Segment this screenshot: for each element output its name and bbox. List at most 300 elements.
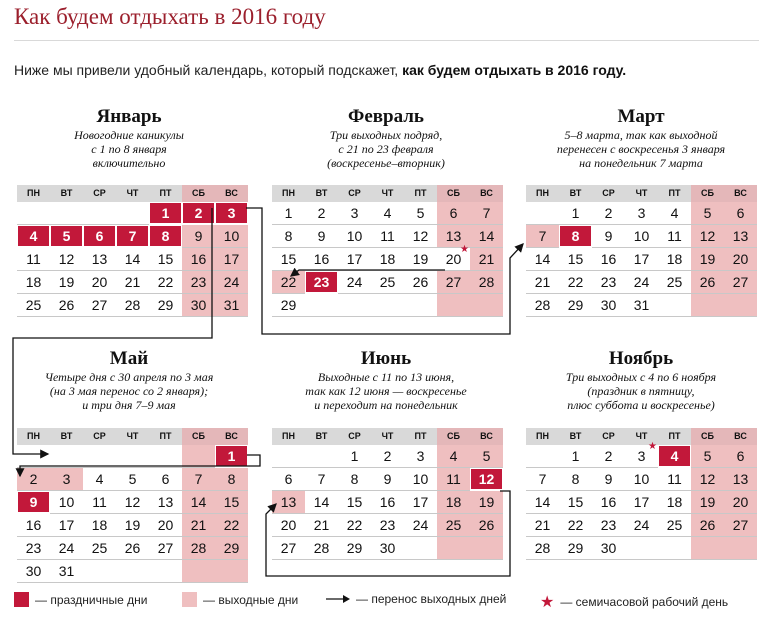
day-cell [625, 537, 658, 560]
day-cell [658, 294, 691, 317]
day-number: 29 [157, 297, 174, 313]
month-note [270, 128, 502, 170]
weekend-day-cell [437, 202, 470, 225]
legend-label: — праздничные дни [35, 592, 148, 607]
weekend-day-cell [470, 202, 503, 225]
day-cell [404, 294, 437, 317]
weekday-header: ПТ [149, 185, 182, 202]
weekend-day-cell [182, 294, 215, 317]
day-cell [404, 445, 437, 468]
day-number: 24 [346, 274, 363, 290]
day-number: 22 [567, 274, 584, 290]
day-cell [526, 202, 559, 225]
note-line: 5–8 марта, так как выходной [564, 128, 718, 142]
month-note [13, 128, 245, 170]
day-number: 1 [227, 448, 236, 464]
day-number: 27 [732, 517, 749, 533]
day-cell [50, 491, 83, 514]
day-cell [592, 271, 625, 294]
weekday-header: ЧТ [371, 185, 404, 202]
day-cell [625, 468, 658, 491]
weekday-header: ВТ [50, 185, 83, 202]
weekend-day-cell [182, 468, 215, 491]
day-number: 10 [223, 228, 240, 244]
day-cell [50, 248, 83, 271]
day-cell [658, 468, 691, 491]
day-number: 4 [449, 448, 458, 464]
day-number: 31 [633, 297, 650, 313]
day-number: 16 [190, 251, 207, 267]
weekend-day-cell [17, 468, 50, 491]
intro-text-bold: как будем отдыхать в 2016 году. [402, 62, 627, 78]
legend-label: — семичасовой рабочий день [560, 595, 729, 609]
day-cell [272, 468, 305, 491]
day-cell [404, 202, 437, 225]
day-cell [526, 491, 559, 514]
day-number: 22 [346, 517, 363, 533]
weekday-header: СБ [437, 185, 470, 202]
day-number: 16 [600, 251, 617, 267]
weekend-swatch [182, 592, 197, 607]
day-number: 5 [416, 205, 425, 221]
weekend-day-cell [437, 537, 470, 560]
intro-text [14, 62, 626, 78]
month-name: Июнь [360, 348, 412, 369]
day-number: 28 [534, 297, 551, 313]
day-number: 15 [346, 494, 363, 510]
day-cell [338, 445, 371, 468]
weekday-header: ЧТ [116, 428, 149, 445]
weekend-day-cell [470, 537, 503, 560]
day-number: 6 [161, 471, 170, 487]
weekday-header: ЧТ [116, 185, 149, 202]
calendar-grid-march [526, 185, 757, 317]
day-number: 26 [412, 274, 429, 290]
day-number: 4 [95, 471, 104, 487]
weekend-day-cell [724, 202, 757, 225]
intro-text-regular: Ниже мы привели удобный календарь, который подскажет, [14, 62, 399, 78]
day-cell [526, 271, 559, 294]
day-number: 3 [637, 448, 646, 464]
day-number: 18 [25, 274, 42, 290]
day-cell [658, 514, 691, 537]
holiday-day-cell [305, 271, 338, 294]
day-number: 13 [91, 251, 108, 267]
day-cell [149, 537, 182, 560]
day-number: 24 [633, 274, 650, 290]
day-number: 3 [416, 448, 425, 464]
day-cell [17, 445, 50, 468]
day-cell [404, 271, 437, 294]
day-number: 1 [284, 205, 293, 221]
holiday-day-cell [83, 225, 116, 248]
weekend-day-cell [691, 468, 724, 491]
day-number: 11 [667, 228, 682, 244]
day-number: 13 [445, 228, 462, 244]
weekday-header: ВС [470, 428, 503, 445]
day-number: 30 [190, 297, 207, 313]
day-number: 28 [478, 274, 495, 290]
weekday-header: ВТ [559, 185, 592, 202]
day-cell [272, 294, 305, 317]
day-number: 15 [567, 494, 584, 510]
day-cell [592, 294, 625, 317]
day-number: 2 [29, 471, 38, 487]
day-number: 21 [190, 517, 207, 533]
day-cell [592, 468, 625, 491]
weekday-header: ЧТ [625, 428, 658, 445]
day-cell [116, 445, 149, 468]
weekday-header: ПН [272, 428, 305, 445]
day-number: 29 [346, 540, 363, 556]
day-cell [559, 248, 592, 271]
day-number: 20 [445, 251, 462, 267]
day-cell [116, 271, 149, 294]
day-number: 12 [699, 471, 716, 487]
weekend-day-cell [437, 514, 470, 537]
weekend-day-cell [215, 514, 248, 537]
day-number: 4 [29, 228, 38, 244]
day-cell [371, 514, 404, 537]
weekday-header: СР [83, 428, 116, 445]
day-cell [272, 225, 305, 248]
day-number: 7 [128, 228, 137, 244]
weekday-header: СБ [691, 185, 724, 202]
day-cell [83, 491, 116, 514]
month-june [270, 348, 502, 412]
day-cell [149, 445, 182, 468]
day-cell [338, 514, 371, 537]
weekday-header: СБ [182, 185, 215, 202]
holiday-day-cell [149, 202, 182, 225]
day-number: 3 [62, 471, 71, 487]
day-cell [625, 271, 658, 294]
day-number: 3 [227, 205, 236, 221]
weekday-header: ЧТ [625, 185, 658, 202]
weekend-day-cell [437, 271, 470, 294]
day-number: 27 [91, 297, 108, 313]
day-cell [404, 537, 437, 560]
day-cell [116, 514, 149, 537]
note-line: Новогодние каникулы [74, 128, 184, 142]
day-cell [17, 248, 50, 271]
day-number: 6 [449, 205, 458, 221]
day-cell [305, 294, 338, 317]
day-number: 19 [478, 494, 495, 510]
calendar-grid-february [272, 185, 503, 317]
legend-weekend [182, 592, 298, 607]
page-title: Как будем отдыхать в 2016 году [14, 4, 326, 29]
weekday-header: ПТ [658, 185, 691, 202]
day-number: 11 [380, 228, 395, 244]
day-number: 25 [91, 540, 108, 556]
day-cell [272, 514, 305, 537]
weekend-day-cell [470, 514, 503, 537]
holiday-day-cell [182, 202, 215, 225]
day-number: 24 [223, 274, 240, 290]
weekend-day-cell [215, 225, 248, 248]
day-cell [50, 202, 83, 225]
day-number: 31 [223, 297, 240, 313]
weekend-day-cell [724, 491, 757, 514]
day-number: 30 [25, 563, 42, 579]
weekend-day-cell [724, 271, 757, 294]
day-number: 26 [478, 517, 495, 533]
day-cell [116, 537, 149, 560]
weekend-day-cell [215, 271, 248, 294]
month-name: Февраль [348, 106, 424, 127]
holiday-day-cell [50, 225, 83, 248]
weekday-header: ПН [272, 185, 305, 202]
day-number: 13 [732, 228, 749, 244]
month-note [525, 370, 757, 412]
month-november [525, 348, 757, 412]
day-number: 18 [666, 251, 683, 267]
day-number: 17 [412, 494, 429, 510]
day-cell [371, 445, 404, 468]
weekend-day-cell [272, 271, 305, 294]
day-number: 17 [223, 251, 240, 267]
holiday-day-cell [470, 468, 503, 491]
weekend-day-cell [724, 468, 757, 491]
day-cell [658, 248, 691, 271]
holiday-day-cell [215, 202, 248, 225]
day-number: 8 [284, 228, 293, 244]
day-cell [592, 225, 625, 248]
day-number: 14 [313, 494, 330, 510]
weekday-header: ВС [470, 185, 503, 202]
weekend-day-cell [691, 514, 724, 537]
day-number: 9 [383, 471, 392, 487]
day-cell [559, 445, 592, 468]
day-cell [50, 560, 83, 583]
day-number: 2 [194, 205, 203, 221]
month-may [13, 348, 245, 412]
star-icon: ★ [460, 244, 469, 255]
note-line: на понедельник 7 марта [579, 156, 703, 170]
day-cell [83, 468, 116, 491]
day-number: 3 [350, 205, 359, 221]
day-cell [83, 514, 116, 537]
star-icon: ★ [648, 441, 657, 452]
note-line: Четыре дня с 30 апреля по 3 мая [44, 370, 214, 384]
day-cell [116, 491, 149, 514]
day-number: 10 [346, 228, 363, 244]
note-line: так как 12 июня — воскресенье [305, 384, 467, 398]
day-cell [658, 491, 691, 514]
legend-holiday [14, 592, 147, 607]
day-number: 5 [482, 448, 491, 464]
weekday-header: ПТ [404, 428, 437, 445]
day-number: 19 [412, 251, 429, 267]
day-number: 26 [699, 517, 716, 533]
day-number: 23 [379, 517, 396, 533]
day-number: 1 [350, 448, 359, 464]
day-cell [371, 294, 404, 317]
day-number: 15 [223, 494, 240, 510]
weekday-header: СР [338, 428, 371, 445]
weekend-day-cell [691, 491, 724, 514]
day-number: 17 [633, 494, 650, 510]
day-cell [272, 248, 305, 271]
weekend-day-cell [691, 537, 724, 560]
day-cell [625, 202, 658, 225]
holiday-day-cell [215, 445, 248, 468]
weekday-header: ПТ [149, 428, 182, 445]
day-cell [625, 225, 658, 248]
day-number: 5 [128, 471, 137, 487]
day-number: 29 [223, 540, 240, 556]
calendar-grid-january [17, 185, 248, 317]
day-number: 3 [637, 205, 646, 221]
day-cell [625, 441, 658, 468]
day-number: 14 [124, 251, 141, 267]
weekend-day-cell [724, 294, 757, 317]
day-cell [83, 271, 116, 294]
day-number: 11 [667, 471, 682, 487]
day-number: 25 [445, 517, 462, 533]
day-cell [371, 225, 404, 248]
day-cell [338, 468, 371, 491]
legend-transfer [326, 592, 506, 606]
day-number: 22 [157, 274, 174, 290]
day-number: 23 [600, 274, 617, 290]
day-number: 1 [161, 205, 170, 221]
day-cell [559, 468, 592, 491]
day-number: 18 [445, 494, 462, 510]
day-number: 20 [157, 517, 174, 533]
day-number: 25 [666, 517, 683, 533]
day-number: 21 [124, 274, 141, 290]
note-line: включительно [92, 156, 166, 170]
day-cell [305, 225, 338, 248]
day-number: 8 [571, 228, 580, 244]
month-note [525, 128, 757, 170]
day-cell [149, 248, 182, 271]
weekday-header: СБ [437, 428, 470, 445]
day-number: 18 [666, 494, 683, 510]
weekend-day-cell [470, 491, 503, 514]
day-cell [116, 248, 149, 271]
weekend-day-cell [182, 445, 215, 468]
day-cell [338, 491, 371, 514]
day-number: 27 [445, 274, 462, 290]
weekday-header: ВС [215, 428, 248, 445]
holiday-day-cell [559, 225, 592, 248]
weekday-header: СБ [691, 428, 724, 445]
weekend-day-cell [182, 560, 215, 583]
day-cell [305, 445, 338, 468]
day-cell [559, 514, 592, 537]
day-number: 10 [58, 494, 75, 510]
day-number: 20 [280, 517, 297, 533]
day-number: 20 [732, 494, 749, 510]
day-number: 1 [571, 448, 580, 464]
weekday-header: ПН [526, 428, 559, 445]
day-cell [437, 244, 470, 271]
day-number: 21 [313, 517, 330, 533]
day-number: 20 [91, 274, 108, 290]
day-number: 9 [604, 228, 613, 244]
day-number: 29 [280, 297, 297, 313]
weekday-header: СР [338, 185, 371, 202]
day-number: 28 [534, 540, 551, 556]
day-number: 11 [92, 494, 107, 510]
day-number: 26 [699, 274, 716, 290]
day-cell [338, 294, 371, 317]
weekend-day-cell [182, 248, 215, 271]
weekend-day-cell [215, 491, 248, 514]
weekend-day-cell [691, 248, 724, 271]
day-number: 13 [280, 494, 297, 510]
day-cell [592, 445, 625, 468]
day-number: 2 [604, 448, 613, 464]
day-number: 2 [317, 205, 326, 221]
day-number: 29 [567, 540, 584, 556]
day-number: 10 [633, 471, 650, 487]
day-number: 14 [478, 228, 495, 244]
star-icon: ★ [540, 594, 555, 611]
month-note [270, 370, 502, 412]
day-number: 12 [58, 251, 75, 267]
day-cell [17, 294, 50, 317]
month-note [13, 370, 245, 412]
month-name: Январь [96, 106, 162, 127]
day-number: 30 [600, 540, 617, 556]
weekend-day-cell [272, 491, 305, 514]
day-cell [338, 248, 371, 271]
day-number: 24 [633, 517, 650, 533]
day-number: 4 [383, 205, 392, 221]
day-cell [50, 537, 83, 560]
day-cell [592, 491, 625, 514]
day-cell [149, 491, 182, 514]
day-number: 4 [670, 205, 679, 221]
day-number: 13 [157, 494, 174, 510]
day-cell [592, 514, 625, 537]
day-number: 23 [313, 274, 330, 290]
day-cell [658, 271, 691, 294]
day-number: 28 [124, 297, 141, 313]
weekend-day-cell [526, 225, 559, 248]
day-number: 2 [383, 448, 392, 464]
day-number: 16 [25, 517, 42, 533]
day-number: 19 [124, 517, 141, 533]
note-line: и три дня 7–9 мая [82, 398, 176, 412]
day-cell [50, 514, 83, 537]
day-number: 11 [26, 251, 41, 267]
weekend-day-cell [724, 225, 757, 248]
day-cell [338, 225, 371, 248]
day-number: 4 [670, 448, 679, 464]
weekday-header: ПТ [658, 428, 691, 445]
day-number: 19 [58, 274, 75, 290]
day-number: 12 [478, 471, 495, 487]
day-number: 25 [666, 274, 683, 290]
day-number: 15 [567, 251, 584, 267]
weekend-day-cell [691, 294, 724, 317]
day-number: 7 [538, 228, 547, 244]
day-number: 8 [571, 471, 580, 487]
day-cell [116, 468, 149, 491]
day-number: 16 [379, 494, 396, 510]
day-cell [559, 537, 592, 560]
day-cell [305, 468, 338, 491]
day-number: 19 [699, 251, 716, 267]
day-number: 29 [567, 297, 584, 313]
day-number: 9 [317, 228, 326, 244]
day-cell [83, 537, 116, 560]
